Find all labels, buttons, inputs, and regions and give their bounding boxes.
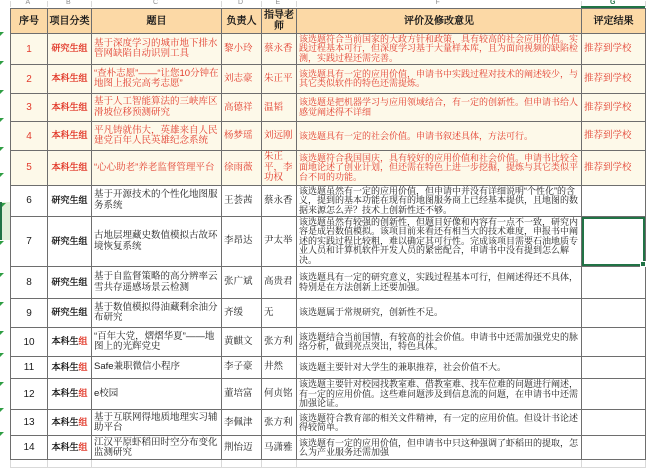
cell-category[interactable]: 研究生组 [48, 267, 92, 299]
cell-advisor[interactable]: 温韬 [262, 94, 297, 122]
cell-result[interactable]: 推荐到学校 [582, 34, 646, 65]
cell-category[interactable]: 本科生组 [48, 151, 92, 185]
cell-leader[interactable]: 董培富 [222, 379, 262, 410]
error-indicator-triangle [0, 118, 4, 122]
row-header[interactable] [0, 60, 10, 89]
table-row [11, 436, 646, 460]
cell-title[interactable]: 基于开源技术的个性化地图服务系统 [92, 185, 222, 216]
column-letter-g[interactable]: G [610, 0, 616, 6]
cell-index[interactable]: 9 [11, 299, 48, 328]
cell-title[interactable]: “查朴志愿”——“让您10分钟在地图上报完高考志愿” [92, 65, 222, 94]
column-letter-c[interactable]: C [153, 0, 159, 6]
cell-evaluation[interactable]: 该选题符合当前国家的大政方针和政策，具有较高的社会应用价值。实践过程基本可行，但深度学习基于大量样本库，且为面向视频的缺陷检测，实践过程还需完善。 [297, 34, 582, 65]
empty-cell[interactable] [297, 460, 582, 468]
cell-evaluation[interactable]: 该选题具有一定的社会价值。申请书叙述具体，方法可行。 [297, 122, 582, 151]
row-header[interactable] [0, 117, 10, 146]
empty-row [11, 460, 646, 468]
cell-category[interactable]: 本科生组 [48, 379, 92, 410]
column-boundary-tick [645, 1, 646, 7]
cell-result[interactable] [582, 328, 646, 357]
header-leader[interactable]: 负责人 [222, 9, 262, 34]
column-boundary-tick [261, 1, 262, 7]
table-row [11, 379, 646, 410]
cell-evaluation[interactable]: 该选题符合我国国庆，具有较好的应用价值和社会价值。申请书比较全面地论述了创业计划，但还需在特色上进一步挖掘，提炼与其它类似平台不同的功能。 [297, 151, 582, 185]
cell-category[interactable]: 研究生组 [48, 34, 92, 65]
header-index[interactable]: 序号 [11, 9, 48, 34]
cell-index[interactable]: 5 [11, 151, 48, 185]
column-letter-b[interactable]: B [66, 0, 71, 6]
cell-leader[interactable]: 李佩津 [222, 410, 262, 436]
cell-evaluation[interactable]: 该选题是把机器学习与应用领域结合，有一定的创新性。但申请书给人感觉阐述得不详细 [297, 94, 582, 122]
cell-advisor[interactable]: 高贵君 [262, 267, 297, 299]
cell-leader[interactable]: 齐缓 [222, 299, 262, 328]
error-indicator-triangle [0, 331, 4, 335]
cell-evaluation[interactable]: 该选题属于常规研究，创新性不足。 [297, 299, 582, 328]
column-boundary-tick [221, 1, 222, 7]
cell-title[interactable]: 古地层埋藏史数值模拟古故环境恢复系统 [92, 216, 222, 266]
table-row [11, 328, 646, 357]
row-header[interactable] [0, 431, 10, 439]
cell-category[interactable]: 本科生组 [48, 436, 92, 460]
cell-result[interactable] [582, 357, 646, 379]
cell-result[interactable] [582, 299, 646, 328]
column-letter-f[interactable]: F [435, 0, 440, 6]
cell-leader[interactable]: 张广斌 [222, 267, 262, 299]
cell-advisor[interactable]: 刘远刚 [262, 122, 297, 151]
error-indicator-triangle [0, 273, 4, 277]
table-row [11, 216, 646, 266]
cell-index[interactable]: 2 [11, 65, 48, 94]
category-suffix: 组 [78, 416, 88, 427]
cell-result[interactable] [582, 410, 646, 436]
cell-index[interactable]: 6 [11, 185, 48, 216]
cell-leader[interactable]: 刘志豪 [222, 65, 262, 94]
column-letter-e[interactable]: E [275, 0, 281, 6]
cell-title[interactable]: “百年大党，熠熠华夏”——地图上的光辉党史 [92, 328, 222, 357]
cell-title[interactable]: 基于自监督策略的高分辨率云雪共存遥感场景云检测 [92, 267, 222, 299]
table-row [11, 185, 646, 216]
row-header[interactable] [0, 352, 10, 381]
row-header[interactable] [0, 407, 10, 431]
cell-category[interactable]: 研究生组 [48, 216, 92, 266]
table-row [11, 122, 646, 151]
cell-category[interactable]: 本科生组 [48, 65, 92, 94]
cell-evaluation[interactable]: 该选题主要针对大学生的兼职推荐，社会价值不大。 [297, 357, 582, 379]
cell-result[interactable] [582, 436, 646, 460]
cell-leader[interactable]: 李子豪 [222, 357, 262, 379]
cell-category[interactable]: 本科生组 [48, 410, 92, 436]
error-indicator-triangle [0, 147, 4, 151]
cell-title[interactable]: 江汉平原虾稻田时空分布变化监测研究 [92, 436, 222, 460]
cell-leader[interactable]: 黄麒文 [222, 328, 262, 357]
empty-cell[interactable] [11, 460, 48, 468]
row-header[interactable] [0, 172, 10, 202]
header-category[interactable]: 项目分类 [48, 9, 92, 34]
row-header[interactable] [0, 240, 10, 272]
column-letter-a[interactable]: A [25, 0, 31, 6]
category-suffix: 组 [78, 441, 88, 452]
cell-category[interactable]: 研究生组 [48, 185, 92, 216]
error-indicator-triangle [0, 302, 4, 306]
cell-result[interactable]: 推荐到学校 [582, 151, 646, 185]
cell-leader[interactable]: 荆怡迈 [222, 436, 262, 460]
cell-index[interactable]: 1 [11, 34, 48, 65]
cell-index[interactable]: 8 [11, 267, 48, 299]
cell-leader[interactable]: 杨梦瑶 [222, 122, 262, 151]
error-indicator-triangle [0, 173, 4, 177]
cell-title[interactable]: e校园 [92, 379, 222, 410]
cell-index[interactable]: 11 [11, 357, 48, 379]
table-row [11, 299, 646, 328]
cell-index[interactable]: 12 [11, 379, 48, 410]
table-row [11, 65, 646, 94]
cell-evaluation[interactable]: 该选题有一定的应用价值，但申请书中只这种强调了虾稻田的提取，怎么为产业服务还需加强 [297, 436, 582, 460]
cell-index[interactable]: 4 [11, 122, 48, 151]
cell-advisor[interactable]: 张方利 [262, 328, 297, 357]
row-gutter [0, 8, 10, 439]
cell-advisor[interactable]: 朱正平 [262, 65, 297, 94]
column-letter-strip [0, 0, 649, 8]
cell-category[interactable]: 本科生组 [48, 357, 92, 379]
header-result[interactable]: 评定结果 [582, 9, 646, 34]
cell-evaluation[interactable]: 该选题主要针对校园找教室难、借教室难、找车位难的问题进行阐述，有一定的应用价值。这些难问题涉及到信息流的问题，在申请书中还需加强论证。 [297, 379, 582, 410]
cell-advisor[interactable]: 尹太举 [262, 216, 297, 266]
table-row [11, 151, 646, 185]
cell-index[interactable]: 10 [11, 328, 48, 357]
cell-index[interactable]: 3 [11, 94, 48, 122]
cell-title[interactable]: Safe兼职微信小程序 [92, 357, 222, 379]
table-row [11, 94, 646, 122]
row-header[interactable] [0, 301, 10, 330]
cell-advisor[interactable]: 蔡永香 [262, 185, 297, 216]
cell-evaluation[interactable]: 该选题符合教育部的相关文件精神，有一定的应用价值。但设计书论述得较简单。 [297, 410, 582, 436]
cell-advisor[interactable]: 马潇雅 [262, 436, 297, 460]
cell-category[interactable]: 本科生组 [48, 328, 92, 357]
cell-result-selected[interactable] [582, 216, 646, 266]
cell-title[interactable]: 基于人工智能算法的三峡库区滑坡位移预测研究 [92, 94, 222, 122]
table-row [11, 357, 646, 379]
column-letter-d[interactable]: D [238, 0, 244, 6]
column-boundary-tick [47, 1, 48, 7]
cell-result[interactable] [582, 379, 646, 410]
empty-cell[interactable] [92, 460, 222, 468]
cell-title[interactable]: 基于深度学习的城市地下排水管网缺陷自动识别工具 [92, 34, 222, 65]
header-evaluation[interactable]: 评价及修改意见 [297, 9, 582, 34]
row-header[interactable] [0, 146, 10, 172]
cell-result[interactable] [582, 185, 646, 216]
cell-advisor[interactable]: 朱正平，李功权 [262, 151, 297, 185]
row-header[interactable] [0, 272, 10, 301]
cell-evaluation[interactable]: 该选题虽然有较强的创新性，但题目好像和内容有一点不一致，研究内容是成岩数值模拟。该项目前来看还有相当大的技术难度，申报书中阐述的实践过程比较粗，难以确定其可行性。完成该项目需要石油地质专业人员和计算机软件开发人员的紧密配合，申请书中没有提到怎么解决。 [297, 216, 582, 266]
empty-cell[interactable] [48, 460, 92, 468]
cell-leader[interactable]: 李昂达 [222, 216, 262, 266]
cell-evaluation[interactable]: 该选题具有一定的应用价值，申请书中实践过程对技术的阐述较少，与其它类似软件的特色还需提炼。 [297, 65, 582, 94]
row-header[interactable] [0, 202, 10, 240]
error-indicator-triangle [0, 90, 4, 94]
row-header[interactable] [0, 89, 10, 117]
cell-result[interactable]: 推荐到学校 [582, 65, 646, 94]
row-header[interactable] [0, 381, 10, 407]
cell-result[interactable]: 推荐到学校 [582, 94, 646, 122]
empty-cell[interactable] [582, 460, 646, 468]
cell-advisor[interactable]: 井然 [262, 357, 297, 379]
cell-advisor[interactable]: 张方利 [262, 410, 297, 436]
empty-cell[interactable] [222, 460, 262, 468]
cell-leader[interactable]: 徐雨薇 [222, 151, 262, 185]
cell-category[interactable]: 本科生组 [48, 94, 92, 122]
column-boundary-tick [91, 1, 92, 7]
review-table [10, 8, 646, 468]
error-indicator-triangle [2, 203, 6, 207]
empty-cell[interactable] [262, 460, 297, 468]
column-boundary-tick [10, 1, 11, 7]
table-header-row [11, 9, 646, 34]
cell-title[interactable]: 基于数值模拟得油藏剩余油分布研究 [92, 299, 222, 328]
cell-index[interactable]: 7 [11, 216, 48, 266]
cell-advisor[interactable]: 何贞铭 [262, 379, 297, 410]
column-boundary-tick [296, 1, 297, 7]
cell-evaluation[interactable]: 该选题结合当前国情，有较高的社会价值。申请书中还需加强党史的脉络分析，做到亮点突出，特色具体。 [297, 328, 582, 357]
header-advisor[interactable]: 指导老师 [262, 9, 297, 34]
row-header[interactable] [0, 330, 10, 352]
row-header[interactable] [0, 31, 10, 60]
category-suffix: 组 [78, 361, 88, 372]
cell-evaluation[interactable]: 该选题虽然有一定的应用价值，但申请中并没有详细说明“个性化”的含义，提到的基本功能在现有的地图服务商上已经基本提供，且地图的数据来源怎么弄？技术上创新性还不够。 [297, 185, 582, 216]
category-suffix: 组 [78, 336, 88, 347]
table-row [11, 34, 646, 65]
cell-advisor[interactable]: 无 [262, 299, 297, 328]
cell-leader[interactable]: 王荟茜 [222, 185, 262, 216]
cell-result[interactable] [582, 267, 646, 299]
cell-evaluation[interactable]: 该选题具有一定的研究意义，实践过程基本可行，但阐述得还不具体，特别是在方法创新上还要加强。 [297, 267, 582, 299]
cell-leader[interactable]: 黎小玲 [222, 34, 262, 65]
cell-advisor[interactable]: 蔡永香 [262, 34, 297, 65]
table-row [11, 267, 646, 299]
error-indicator-triangle [0, 241, 4, 245]
cell-category[interactable]: 本科生组 [48, 122, 92, 151]
header-title[interactable]: 题目 [92, 9, 222, 34]
error-indicator-triangle [0, 32, 4, 36]
error-indicator-triangle [0, 432, 4, 436]
error-indicator-triangle [0, 408, 4, 412]
cell-title[interactable]: “心心助老”养老监督管理平台 [92, 151, 222, 185]
cell-index[interactable]: 13 [11, 410, 48, 436]
cell-title[interactable]: 基于互联网得地质地理实习辅助平台 [92, 410, 222, 436]
error-indicator-triangle [0, 61, 4, 65]
category-suffix: 组 [78, 388, 88, 399]
cell-leader[interactable]: 高德祥 [222, 94, 262, 122]
error-indicator-triangle [0, 382, 4, 386]
cell-title[interactable]: 平凡铸就伟大，英雄来自人民建党百年人民英雄纪念系统 [92, 122, 222, 151]
error-indicator-triangle [0, 353, 4, 357]
cell-result[interactable]: 推荐到学校 [582, 122, 646, 151]
row-header[interactable] [0, 8, 10, 31]
table-row [11, 410, 646, 436]
cell-category[interactable]: 研究生组 [48, 299, 92, 328]
cell-index[interactable]: 14 [11, 436, 48, 460]
